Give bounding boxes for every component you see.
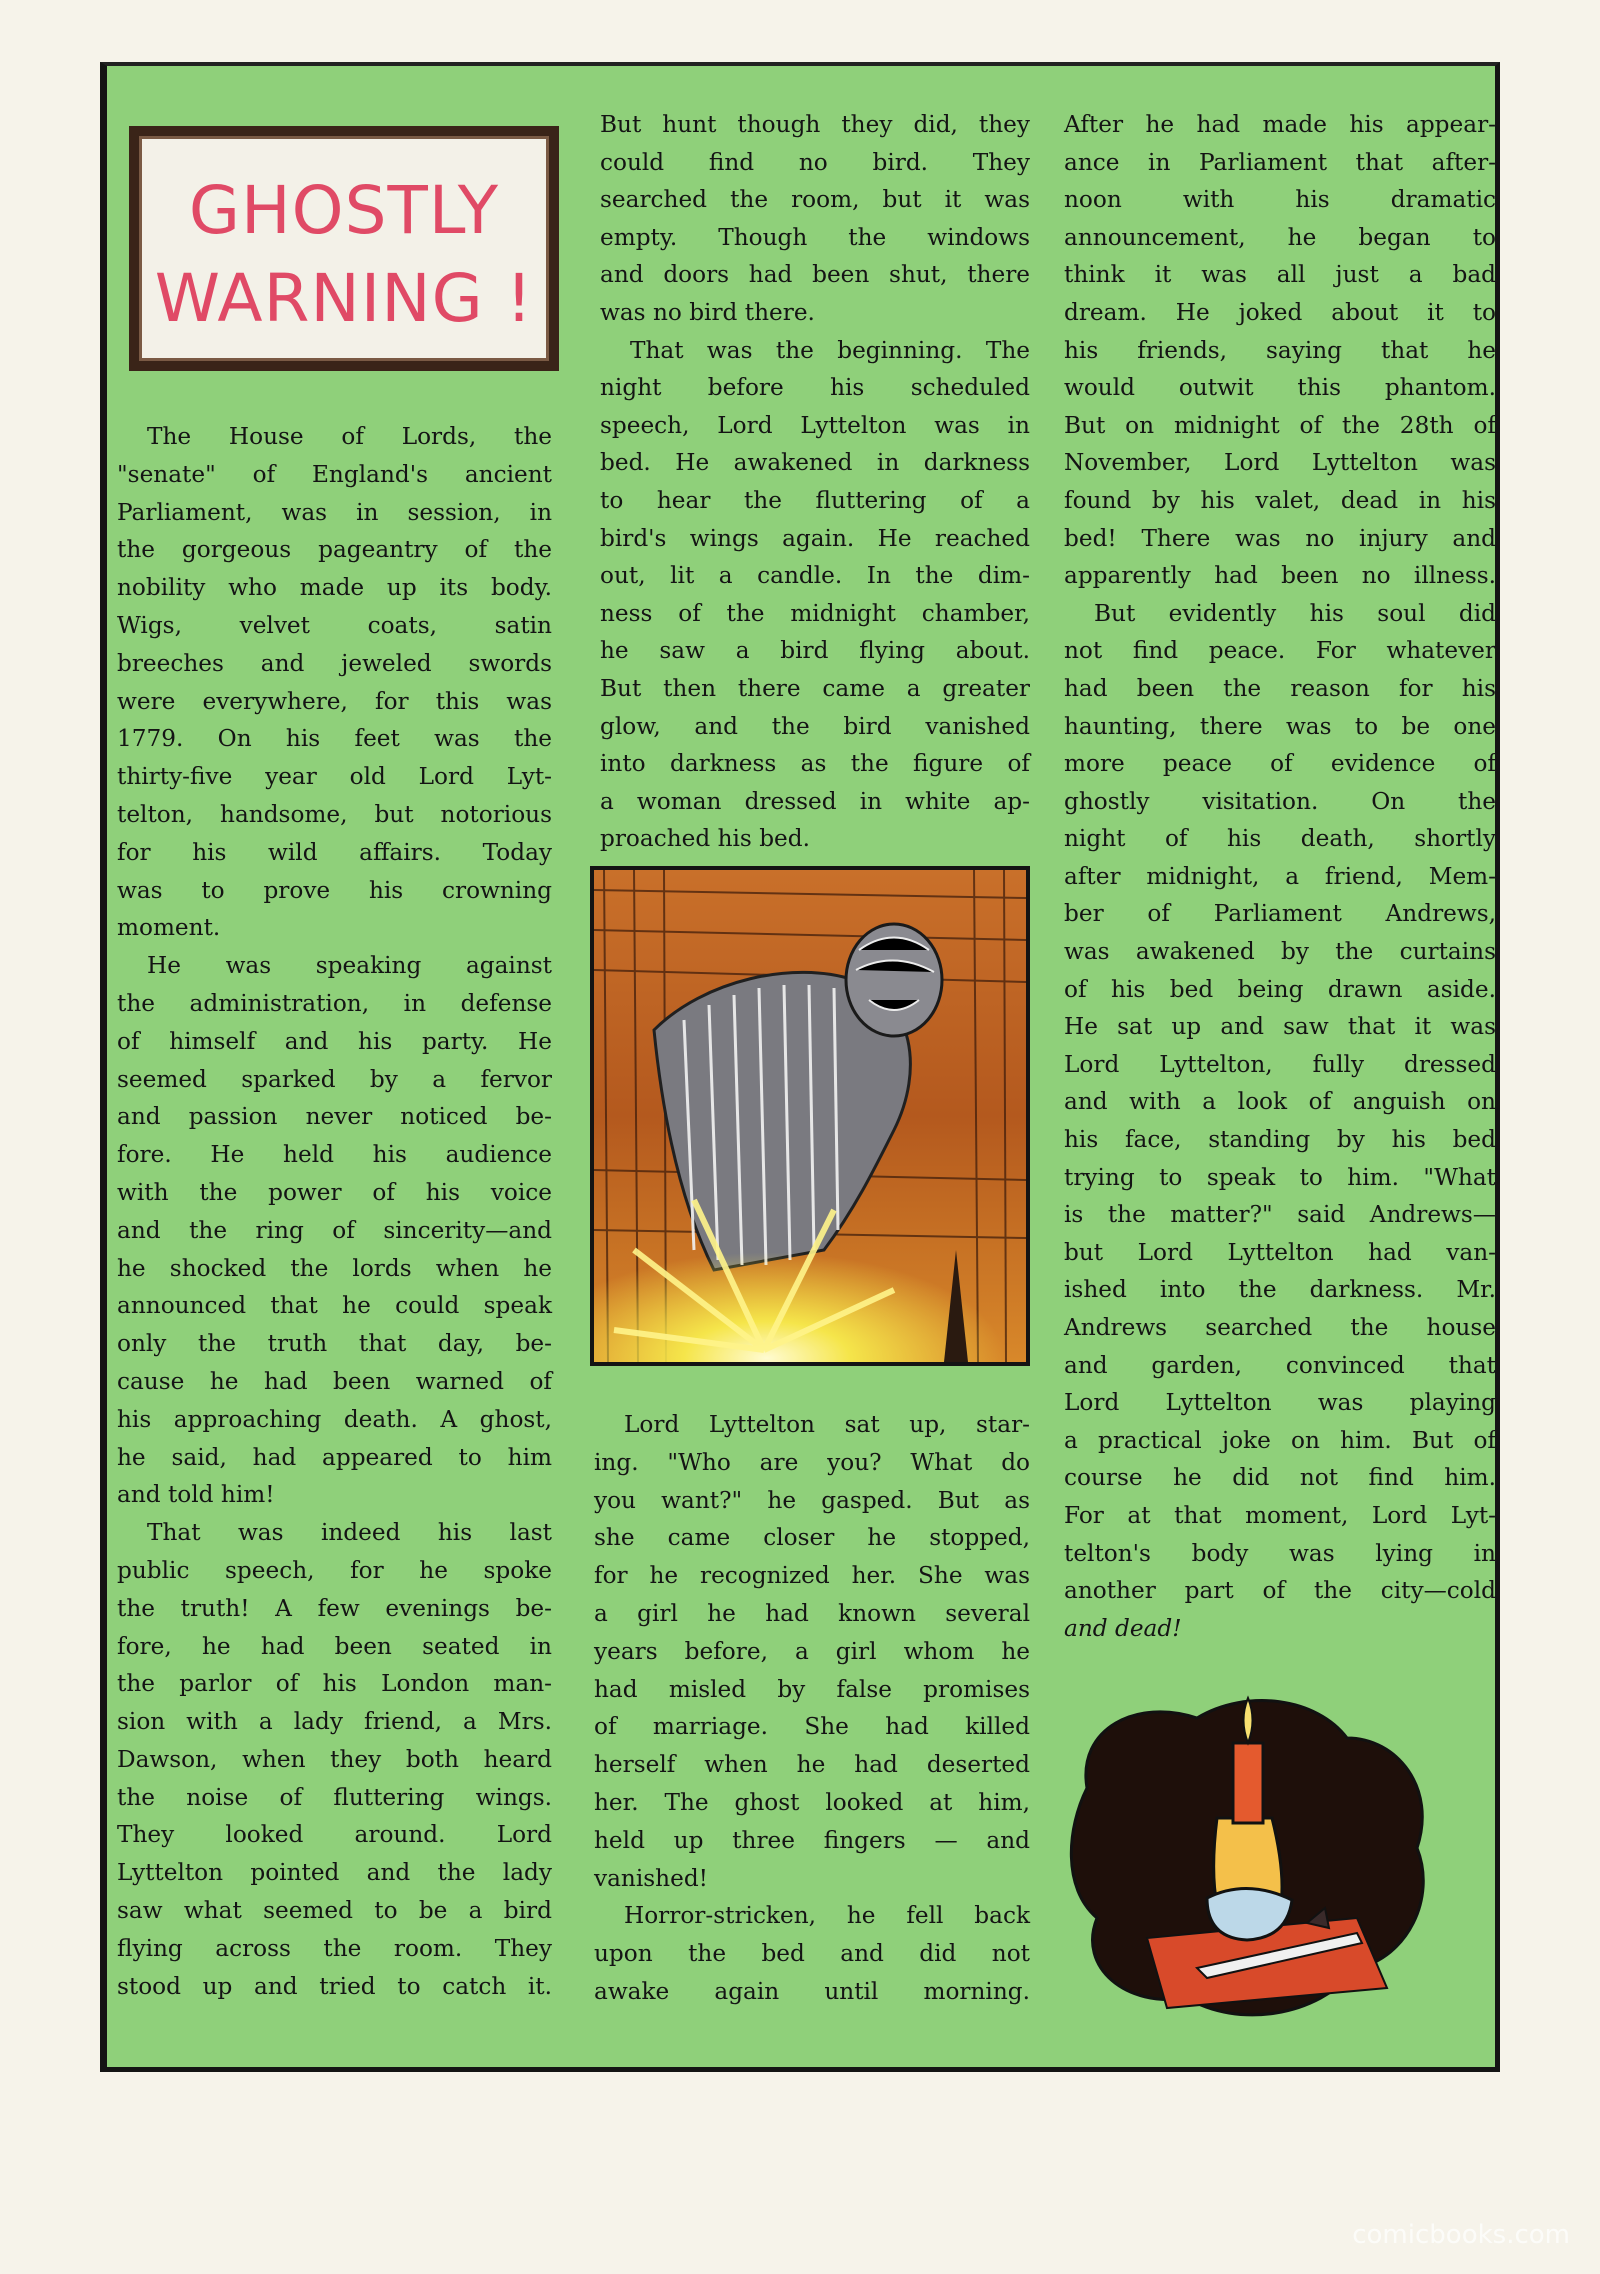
text-line: out, lit a candle. In the dim- (600, 562, 1030, 590)
text-line: nobility who made up its body. (117, 574, 552, 602)
text-line: He sat up and saw that it was (1064, 1013, 1496, 1041)
text-line: were everywhere, for this was (117, 687, 552, 715)
text-line: glow, and the bird vanished (600, 712, 1030, 740)
text-line: for he recognized her. She was (594, 1562, 1030, 1590)
text-line: breeches and jeweled swords (117, 649, 552, 677)
text-line: fore, he had been seated in (117, 1632, 552, 1660)
text-line: Horror-stricken, he fell back (624, 1902, 1030, 1930)
text-line: he shocked the lords when he (117, 1254, 552, 1282)
text-line: the parlor of his London man- (117, 1670, 552, 1698)
text-line: The House of Lords, the (147, 423, 552, 450)
text-line: For at that moment, Lord Lyt- (1064, 1501, 1496, 1529)
text-line: for his wild affairs. Today (117, 838, 552, 866)
text-line: Wigs, velvet coats, satin (117, 611, 552, 639)
site-watermark: comicbooks.com (1352, 2220, 1570, 2250)
text-line: of his bed being drawn aside. (1064, 975, 1496, 1003)
ghost-illustration (590, 866, 1030, 1366)
text-line: the administration, in defense (117, 989, 552, 1017)
text-line: Andrews searched the house (1064, 1314, 1496, 1341)
text-line: Lord Lyttelton, fully dressed (1064, 1050, 1496, 1078)
candle-illustration (1057, 1668, 1447, 2038)
text-line: found by his valet, dead in his (1064, 486, 1496, 514)
text-line: "senate" of England's ancient (117, 460, 552, 488)
text-line: held up three fingers — and (594, 1826, 1030, 1854)
text-line: she came closer he stopped, (594, 1524, 1030, 1552)
text-line: but Lord Lyttelton had van- (1064, 1238, 1496, 1266)
text-line: vanished! (594, 1864, 708, 1892)
text-line: a girl he had known several (594, 1599, 1030, 1627)
text-line: cause he had been warned of (117, 1367, 552, 1395)
text-line: telton's body was lying in (1064, 1539, 1496, 1567)
text-line: his face, standing by his bed (1064, 1126, 1496, 1154)
text-line: announced that he could speak (117, 1292, 552, 1320)
text-line: of marriage. She had killed (594, 1713, 1030, 1741)
title-line-1: GHOSTLY (188, 172, 500, 249)
text-line: could find no bird. They (600, 148, 1030, 176)
text-line: thirty-five year old Lord Lyt- (117, 763, 552, 791)
text-line: night of his death, shortly (1064, 825, 1496, 853)
text-line: into darkness as the figure of (600, 750, 1030, 778)
text-line: bird's wings again. He reached (600, 524, 1030, 552)
text-line: haunting, there was to be one (1064, 712, 1496, 740)
text-line: he saw a bird flying about. (600, 637, 1030, 665)
text-line: Lord Lyttelton was playing (1064, 1389, 1496, 1417)
text-line: public speech, for he spoke (117, 1556, 552, 1584)
text-line: his friends, saying that he (1064, 336, 1496, 364)
text-line: the truth! A few evenings be- (117, 1594, 552, 1622)
column-2-top (600, 106, 1030, 858)
text-line: stood up and tried to catch it. (117, 1972, 552, 2000)
text-line: herself when he had deserted (594, 1751, 1030, 1779)
text-line: telton, handsome, but notorious (117, 800, 552, 828)
text-line: Dawson, when they both heard (117, 1745, 552, 1773)
text-line: had been the reason for his (1064, 674, 1496, 702)
text-line: flying across the room. They (117, 1934, 552, 1962)
text-line: bed. He awakened in darkness (600, 449, 1030, 477)
text-line: only the truth that day, be- (117, 1330, 552, 1358)
text-line: his approaching death. A ghost, (117, 1405, 552, 1433)
text-line: saw what seemed to be a bird (117, 1897, 552, 1925)
text-line: After he had made his appear- (1064, 111, 1496, 138)
text-line: is the matter?" said Andrews— (1064, 1201, 1496, 1229)
text-line: Parliament, was in session, in (117, 498, 552, 526)
text-line: he said, had appeared to him (117, 1443, 552, 1471)
text-line: But evidently his soul did (1094, 599, 1496, 627)
text-line: apparently had been no illness. (1064, 562, 1496, 590)
text-line: announcement, he began to (1064, 223, 1496, 251)
text-line: night before his scheduled (600, 374, 1030, 402)
text-line: He was speaking against (147, 952, 552, 980)
text-line: and garden, convinced that (1064, 1351, 1496, 1379)
text-line: fore. He held his audience (117, 1141, 552, 1169)
text-line: was awakened by the curtains (1064, 938, 1496, 966)
text-line: and the ring of sincerity—and (117, 1216, 552, 1244)
text-line: But hunt though they did, they (600, 111, 1030, 138)
text-line: not find peace. For whatever (1064, 637, 1496, 665)
text-line: and with a look of anguish on (1064, 1088, 1496, 1116)
text-line: 1779. On his feet was the (117, 725, 552, 753)
text-line: ing. "Who are you? What do (594, 1448, 1030, 1476)
text-line: was no bird there. (600, 298, 815, 326)
text-line: That was the beginning. The (630, 336, 1030, 364)
text-line: ished into the darkness. Mr. (1064, 1276, 1496, 1304)
text-line: another part of the city—cold (1064, 1577, 1496, 1605)
text-line: proached his bed. (600, 825, 810, 853)
text-line: moment. (117, 914, 221, 942)
text-line: noon with his dramatic (1064, 186, 1496, 214)
title-line-2: WARNING ! (154, 260, 534, 337)
text-line: ghostly visitation. On the (1064, 787, 1496, 815)
text-line: Lyttelton pointed and the lady (117, 1859, 552, 1887)
text-line: had misled by false promises (594, 1675, 1030, 1703)
text-line: with the power of his voice (117, 1178, 552, 1206)
text-line: think it was all just a bad (1064, 261, 1496, 289)
text-line: Lord Lyttelton sat up, star- (624, 1411, 1030, 1438)
text-line: of himself and his party. He (117, 1027, 552, 1055)
text-line: sion with a lady friend, a Mrs. (117, 1708, 552, 1736)
text-line: more peace of evidence of (1064, 750, 1496, 778)
text-line: after midnight, a friend, Mem- (1064, 862, 1496, 890)
text-line: a woman dressed in white ap- (600, 787, 1030, 815)
text-line: searched the room, but it was (600, 186, 1030, 214)
text-line: and passion never noticed be- (117, 1103, 552, 1131)
text-line: you want?" he gasped. But as (594, 1486, 1030, 1514)
text-line: the noise of fluttering wings. (117, 1783, 552, 1811)
text-line: ness of the midnight chamber, (600, 599, 1030, 627)
text-line: her. The ghost looked at him, (594, 1788, 1030, 1816)
text-line: course he did not find him. (1064, 1464, 1496, 1492)
text-line: years before, a girl whom he (594, 1637, 1030, 1665)
column-1 (117, 418, 552, 2005)
page-frame (100, 62, 1500, 2072)
text-line: ance in Parliament that after- (1064, 148, 1496, 176)
text-line: a practical joke on him. But of (1064, 1426, 1496, 1454)
text-line: and dead! (1064, 1614, 1182, 1642)
text-line: But then there came a greater (600, 674, 1030, 702)
text-line: upon the bed and did not (594, 1940, 1030, 1968)
text-line: empty. Though the windows (600, 223, 1030, 251)
text-line: the gorgeous pageantry of the (117, 536, 552, 564)
text-line: That was indeed his last (147, 1519, 552, 1547)
text-line: ber of Parliament Andrews, (1064, 900, 1496, 928)
column-3 (1064, 106, 1496, 1647)
text-line: They looked around. Lord (117, 1821, 552, 1849)
text-line: and told him! (117, 1481, 275, 1509)
text-line: trying to speak to him. "What (1064, 1163, 1496, 1191)
text-line: was to prove his crowning (117, 876, 552, 904)
title-box (129, 126, 559, 371)
text-line: bed! There was no injury and (1064, 524, 1496, 552)
text-line: and doors had been shut, there (600, 261, 1030, 289)
text-line: awake again until morning. (594, 1977, 1030, 2005)
column-2-bottom (594, 1406, 1030, 2011)
text-line: would outwit this phantom. (1064, 374, 1496, 402)
text-line: seemed sparked by a fervor (117, 1065, 552, 1093)
text-line: dream. He joked about it to (1064, 298, 1496, 326)
text-line: November, Lord Lyttelton was (1064, 449, 1496, 477)
text-line: to hear the fluttering of a (600, 486, 1030, 514)
text-line: speech, Lord Lyttelton was in (600, 411, 1030, 439)
text-line: But on midnight of the 28th of (1064, 411, 1496, 439)
